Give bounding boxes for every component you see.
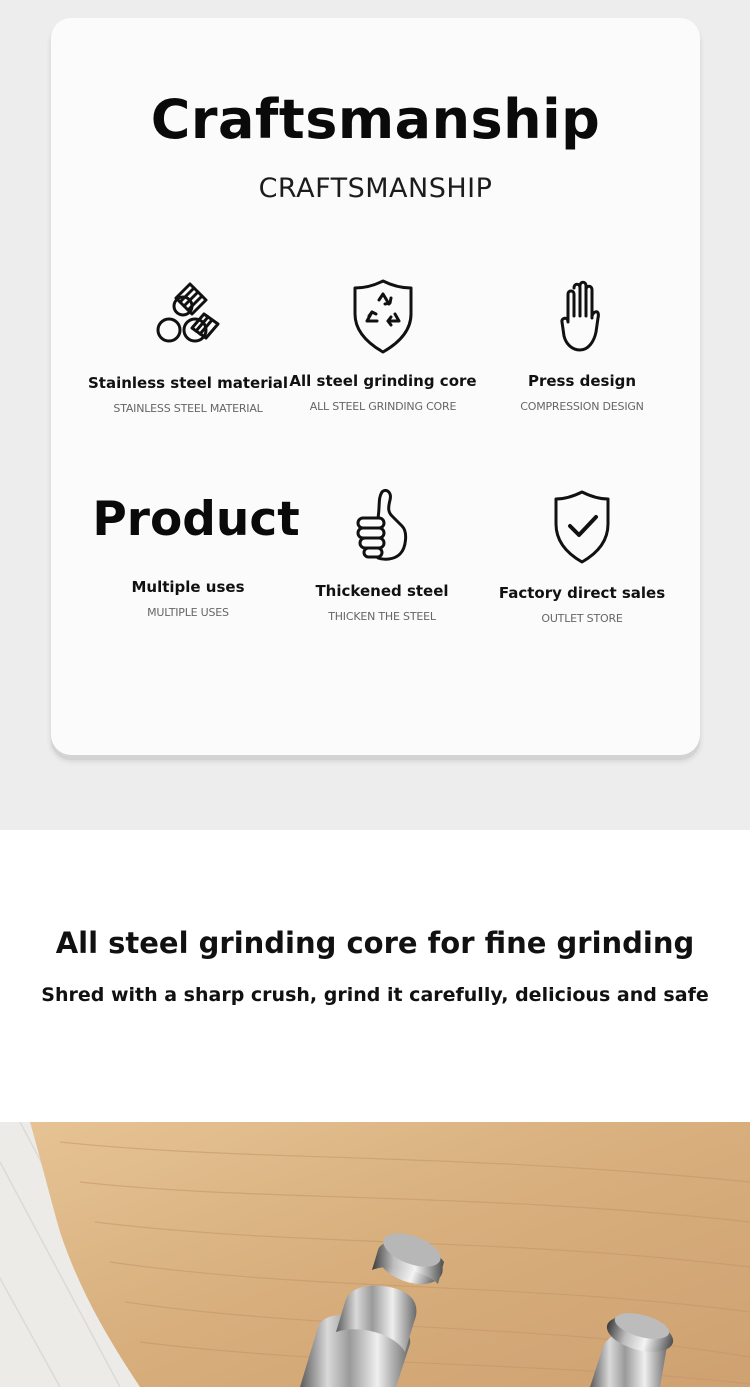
promo-headline: All steel grinding core for fine grinding: [55, 926, 695, 960]
product-photo: [0, 1122, 750, 1387]
feature-stainless-steel: [83, 276, 293, 415]
feature-sublabel: STAINLESS STEEL MATERIAL: [113, 402, 263, 415]
steel-pipes-icon: [148, 276, 228, 356]
feature-label: Press design: [527, 372, 637, 390]
feature-factory-direct: [477, 486, 687, 625]
feature-sublabel: OUTLET STORE: [541, 612, 623, 625]
feature-label: Factory direct sales: [498, 584, 666, 602]
feature-sublabel: MULTIPLE USES: [147, 606, 229, 619]
check-shield-icon: [542, 486, 622, 566]
promo-subline: Shred with a sharp crush, grind it carefully, delicious and safe: [41, 984, 709, 1006]
card-subtitle: CRAFTSMANSHIP: [258, 173, 493, 204]
feature-label: All steel grinding core: [289, 372, 477, 390]
hand-palm-icon: [542, 276, 622, 356]
feature-sublabel: COMPRESSION DESIGN: [520, 400, 644, 413]
feature-sublabel: THICKEN THE STEEL: [328, 610, 436, 623]
product-heading: Product: [92, 492, 300, 547]
feature-grinding-core: [278, 276, 488, 413]
thumbs-up-icon: [342, 484, 422, 564]
feature-multiple-uses: [83, 578, 293, 619]
recycle-shield-icon: [343, 276, 423, 356]
feature-label: Thickened steel: [315, 582, 449, 600]
feature-thickened-steel: [277, 484, 487, 623]
feature-press-design: [477, 276, 687, 413]
craftsmanship-card: [51, 18, 700, 755]
promo-section: [0, 830, 750, 1122]
feature-sublabel: ALL STEEL GRINDING CORE: [309, 400, 457, 413]
card-title: Craftsmanship: [150, 88, 601, 151]
feature-label: Multiple uses: [131, 578, 245, 596]
feature-label: Stainless steel material: [87, 374, 289, 392]
grinder-photo-illustration: [0, 1122, 750, 1387]
